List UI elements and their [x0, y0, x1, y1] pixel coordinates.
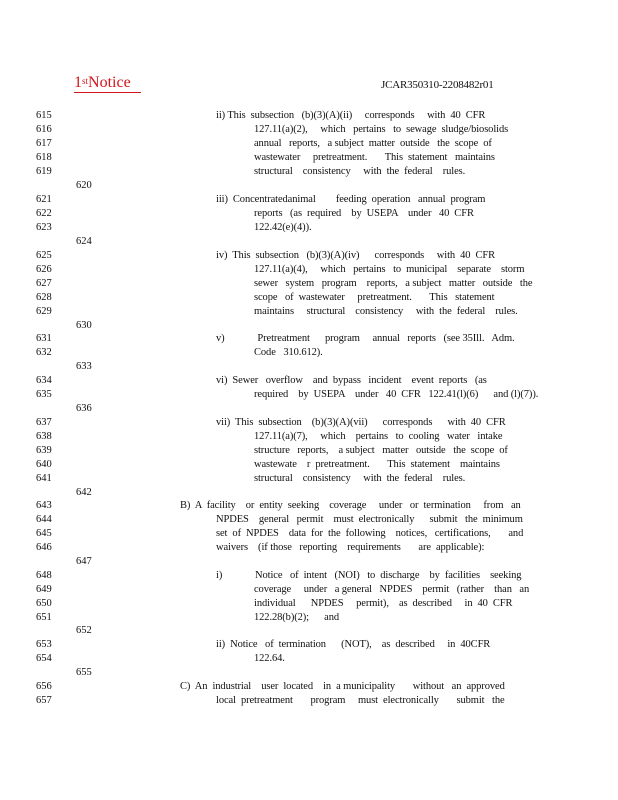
- document-line: maintains structural consistency with the federal rules.: [254, 306, 518, 317]
- document-line: iii) Concentratedanimal feeding operation annual program: [216, 194, 486, 205]
- notice-number: 1: [74, 74, 82, 91]
- document-line: 127.11(a)(4), which pertains to municipal separate storm: [254, 264, 525, 275]
- document-line: 127.11(a)(7), which pertains to cooling water intake: [254, 431, 503, 442]
- document-line: ii) This subsection (b)(3)(A)(ii) corresponds with 40 CFR: [216, 110, 486, 121]
- notice-superscript: st: [82, 76, 89, 86]
- line-number: 653: [36, 639, 52, 650]
- document-line: vii) This subsection (b)(3)(A)(vii) corresponds with 40 CFR: [216, 417, 506, 428]
- line-number: 635: [36, 389, 52, 400]
- document-line: structure reports, a subject matter outside the scope of: [254, 445, 508, 456]
- line-number: 615: [36, 110, 52, 121]
- line-number: 625: [36, 250, 52, 261]
- line-number: 654: [36, 653, 52, 664]
- line-number: 617: [36, 138, 52, 149]
- line-number: 634: [36, 375, 52, 386]
- document-line: i) Notice of intent (NOI) to discharge by facilities seeking: [216, 570, 522, 581]
- line-number: 621: [36, 194, 52, 205]
- line-number: 642: [76, 487, 92, 498]
- line-number: 619: [36, 166, 52, 177]
- document-line: vi) Sewer overflow and bypass incident event reports (as: [216, 375, 487, 386]
- document-line: Code 310.612).: [254, 347, 323, 358]
- document-line: 122.42(e)(4)).: [254, 222, 312, 233]
- document-line: waivers (if those reporting requirements are applicable):: [216, 542, 485, 553]
- document-line: 122.64.: [254, 653, 285, 664]
- line-number: 643: [36, 500, 52, 511]
- line-number: 646: [36, 542, 52, 553]
- document-line: coverage under a general NPDES permit (rather than an: [254, 584, 530, 595]
- document-line: 122.28(b)(2); and: [254, 612, 339, 623]
- document-line: v) Pretreatment program annual reports (see 35Ill. Adm.: [216, 333, 515, 344]
- document-line: required by USEPA under 40 CFR 122.41(l)(6) and (l)(7)).: [254, 389, 539, 400]
- line-number: 637: [36, 417, 52, 428]
- line-number: 620: [76, 180, 92, 191]
- document-line: local pretreatment program must electronically submit the: [216, 695, 505, 706]
- line-number: 624: [76, 236, 92, 247]
- document-line: C) An industrial user located in a municipality without an approved: [180, 681, 505, 692]
- line-number: 636: [76, 403, 92, 414]
- document-line: sewer system program reports, a subject matter outside the: [254, 278, 533, 289]
- document-line: structural consistency with the federal rules.: [254, 473, 466, 484]
- notice-label: [74, 74, 141, 93]
- line-number: 644: [36, 514, 52, 525]
- line-number: 629: [36, 306, 52, 317]
- line-number: 656: [36, 681, 52, 692]
- line-number: 616: [36, 124, 52, 135]
- document-line: set of NPDES data for the following notices, certifications, and: [216, 528, 524, 539]
- line-number: 631: [36, 333, 52, 344]
- document-line: iv) This subsection (b)(3)(A)(iv) corresponds with 40 CFR: [216, 250, 495, 261]
- line-number: 638: [36, 431, 52, 442]
- line-number: 628: [36, 292, 52, 303]
- line-number: 627: [36, 278, 52, 289]
- line-number: 630: [76, 320, 92, 331]
- document-line: NPDES general permit must electronically submit the minimum: [216, 514, 523, 525]
- line-number: 648: [36, 570, 52, 581]
- line-number: 623: [36, 222, 52, 233]
- line-number: 657: [36, 695, 52, 706]
- line-number: 647: [76, 556, 92, 567]
- document-line: B) A facility or entity seeking coverage under or termination from an: [180, 500, 521, 511]
- line-number: 641: [36, 473, 52, 484]
- line-number: 618: [36, 152, 52, 163]
- line-number: 639: [36, 445, 52, 456]
- document-line: annual reports, a subject matter outside the scope of: [254, 138, 492, 149]
- notice-text: Notice: [88, 74, 131, 91]
- document-line: wastewate r pretreatment. This statement maintains: [254, 459, 500, 470]
- line-number: 650: [36, 598, 52, 609]
- document-line: ii) Notice of termination (NOT), as described in 40CFR: [216, 639, 491, 650]
- line-number: 649: [36, 584, 52, 595]
- line-number: 655: [76, 667, 92, 678]
- line-number: 622: [36, 208, 52, 219]
- document-line: wastewater pretreatment. This statement maintains: [254, 152, 495, 163]
- document-line: 127.11(a)(2), which pertains to sewage sludge/biosolids: [254, 124, 509, 135]
- document-line: reports (as required by USEPA under 40 CFR: [254, 208, 474, 219]
- document-line: scope of wastewater pretreatment. This statement: [254, 292, 495, 303]
- document-line: structural consistency with the federal rules.: [254, 166, 466, 177]
- line-number: 626: [36, 264, 52, 275]
- line-number: 633: [76, 361, 92, 372]
- line-number: 645: [36, 528, 52, 539]
- document-id: JCAR350310-2208482r01: [381, 79, 494, 91]
- line-number: 651: [36, 612, 52, 623]
- line-number: 640: [36, 459, 52, 470]
- document-line: individual NPDES permit), as described in 40 CFR: [254, 598, 513, 609]
- line-number: 632: [36, 347, 52, 358]
- line-number: 652: [76, 625, 92, 636]
